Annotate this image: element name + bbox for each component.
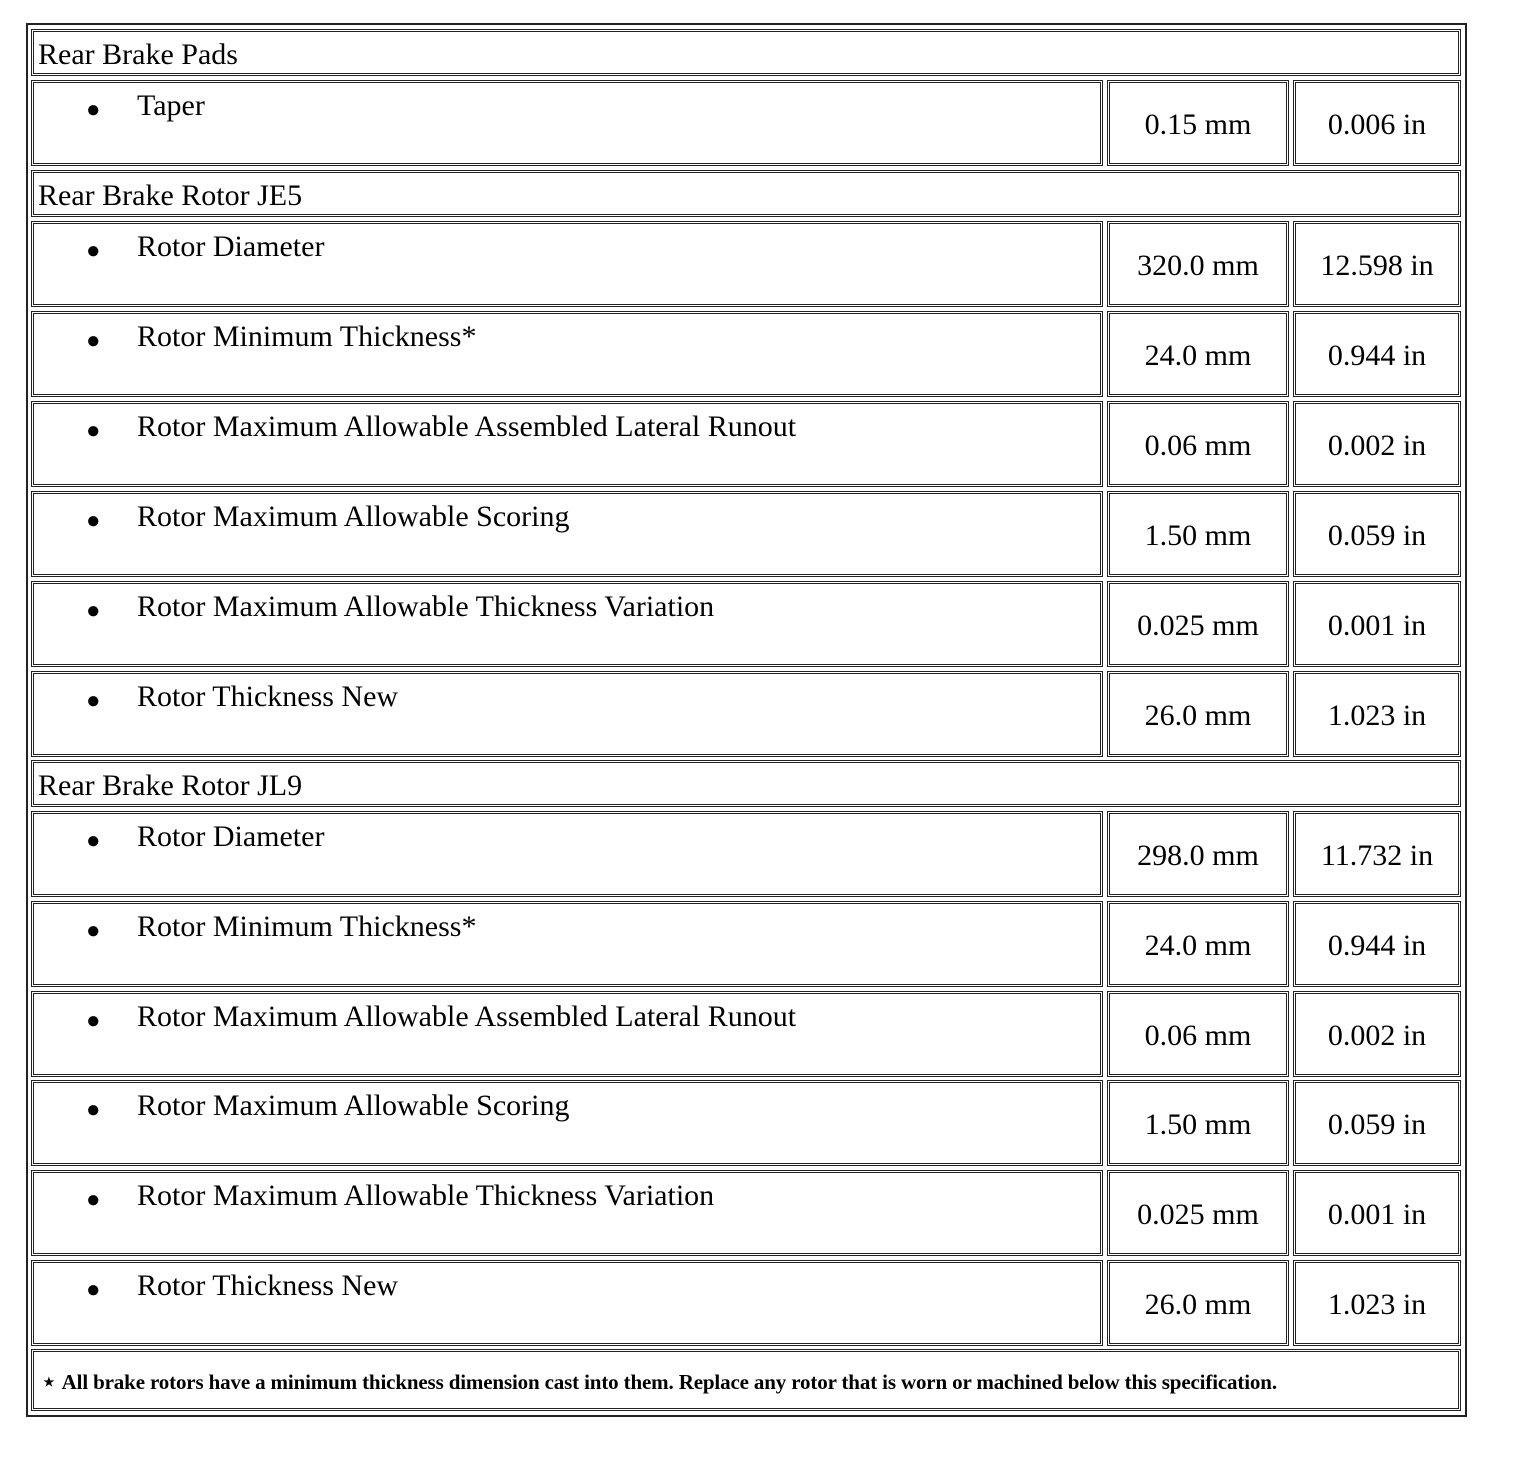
- imperial-cell: [1293, 671, 1461, 757]
- imperial-value: 1.023 in: [1327, 699, 1427, 732]
- spec-label: Rotor Minimum Thickness*: [137, 320, 477, 353]
- metric-value: 1.50 mm: [1144, 1108, 1252, 1141]
- metric-value: 26.0 mm: [1144, 699, 1252, 732]
- bullet-icon: ●: [86, 508, 101, 534]
- spec-label: Rotor Thickness New: [137, 1269, 399, 1302]
- imperial-value: 0.002 in: [1327, 1019, 1427, 1052]
- label-cell: [31, 1170, 1103, 1256]
- imperial-cell: [1293, 581, 1461, 667]
- section-title: Rear Brake Rotor JL9: [38, 769, 303, 802]
- bullet-icon: ●: [86, 688, 101, 714]
- metric-value: 0.06 mm: [1144, 429, 1252, 462]
- imperial-cell: [1293, 1170, 1461, 1256]
- imperial-value: 1.023 in: [1327, 1288, 1427, 1321]
- metric-cell: [1107, 401, 1289, 487]
- bullet-icon: ●: [86, 1187, 101, 1213]
- footnote-text: All brake rotors have a minimum thickness dimension cast into them. Replace any rotor that is worn or machined below this specification.: [61, 1370, 1277, 1394]
- metric-cell: [1107, 901, 1289, 987]
- footnote: [42, 1371, 1454, 1393]
- metric-value: 0.15 mm: [1144, 108, 1252, 141]
- spec-label: Taper: [137, 89, 205, 122]
- imperial-value: 0.001 in: [1327, 609, 1427, 642]
- bullet-icon: ●: [86, 828, 101, 854]
- bullet-icon: ●: [86, 328, 101, 354]
- label-cell: [31, 811, 1103, 897]
- spec-label: Rotor Diameter: [137, 230, 325, 263]
- metric-value: 26.0 mm: [1144, 1288, 1252, 1321]
- spec-label: Rotor Maximum Allowable Scoring: [137, 1089, 570, 1122]
- metric-cell: [1107, 311, 1289, 397]
- imperial-cell: [1293, 80, 1461, 166]
- spec-label: Rotor Maximum Allowable Thickness Variation: [137, 1179, 715, 1212]
- imperial-cell: [1293, 1080, 1461, 1166]
- label-cell: [31, 491, 1103, 577]
- section-header: [31, 29, 1461, 76]
- imperial-cell: [1293, 401, 1461, 487]
- spec-label: Rotor Thickness New: [137, 680, 399, 713]
- label-cell: [31, 1260, 1103, 1346]
- bullet-icon: ●: [86, 598, 101, 624]
- bullet-icon: ●: [86, 1277, 101, 1303]
- metric-value: 0.06 mm: [1144, 1019, 1252, 1052]
- label-cell: [31, 581, 1103, 667]
- imperial-value: 0.059 in: [1327, 519, 1427, 552]
- metric-cell: [1107, 491, 1289, 577]
- metric-cell: [1107, 221, 1289, 307]
- metric-value: 24.0 mm: [1144, 339, 1252, 372]
- imperial-value: 0.059 in: [1327, 1108, 1427, 1141]
- metric-value: 0.025 mm: [1137, 1198, 1259, 1231]
- section-header: [31, 170, 1461, 217]
- bullet-icon: ●: [86, 1097, 101, 1123]
- spec-table: [26, 23, 1467, 1417]
- spec-label: Rotor Minimum Thickness*: [137, 910, 477, 943]
- metric-cell: [1107, 1170, 1289, 1256]
- metric-cell: [1107, 581, 1289, 667]
- label-cell: [31, 311, 1103, 397]
- metric-value: 1.50 mm: [1144, 519, 1252, 552]
- spec-label: Rotor Maximum Allowable Assembled Lateral Runout: [137, 1000, 797, 1033]
- imperial-value: 12.598 in: [1320, 249, 1434, 282]
- imperial-cell: [1293, 491, 1461, 577]
- bullet-icon: ●: [86, 1008, 101, 1034]
- label-cell: [31, 80, 1103, 166]
- imperial-value: 0.006 in: [1327, 108, 1427, 141]
- metric-value: 320.0 mm: [1137, 249, 1259, 282]
- star-icon: ⋆: [42, 1369, 56, 1394]
- metric-value: 298.0 mm: [1137, 839, 1259, 872]
- spec-label: Rotor Maximum Allowable Scoring: [137, 500, 570, 533]
- imperial-cell: [1293, 901, 1461, 987]
- spec-label: Rotor Maximum Allowable Thickness Variation: [137, 590, 715, 623]
- imperial-value: 11.732 in: [1320, 839, 1434, 872]
- label-cell: [31, 401, 1103, 487]
- label-cell: [31, 221, 1103, 307]
- metric-value: 0.025 mm: [1137, 609, 1259, 642]
- spec-label: Rotor Maximum Allowable Assembled Lateral Runout: [137, 410, 797, 443]
- imperial-value: 0.001 in: [1327, 1198, 1427, 1231]
- metric-cell: [1107, 991, 1289, 1077]
- imperial-value: 0.944 in: [1327, 929, 1427, 962]
- bullet-icon: ●: [86, 238, 101, 264]
- imperial-cell: [1293, 991, 1461, 1077]
- bullet-icon: ●: [86, 97, 101, 123]
- label-cell: [31, 1080, 1103, 1166]
- section-title: Rear Brake Rotor JE5: [38, 179, 303, 212]
- imperial-cell: [1293, 811, 1461, 897]
- imperial-value: 0.002 in: [1327, 429, 1427, 462]
- section-title: Rear Brake Pads: [38, 38, 238, 71]
- imperial-cell: [1293, 1260, 1461, 1346]
- label-cell: [31, 671, 1103, 757]
- footnote-box: [31, 1349, 1461, 1411]
- metric-cell: [1107, 811, 1289, 897]
- metric-value: 24.0 mm: [1144, 929, 1252, 962]
- bullet-icon: ●: [86, 918, 101, 944]
- spec-label: Rotor Diameter: [137, 820, 325, 853]
- bullet-icon: ●: [86, 418, 101, 444]
- metric-cell: [1107, 1080, 1289, 1166]
- metric-cell: [1107, 1260, 1289, 1346]
- metric-cell: [1107, 80, 1289, 166]
- section-header: [31, 760, 1461, 807]
- metric-cell: [1107, 671, 1289, 757]
- imperial-cell: [1293, 311, 1461, 397]
- imperial-cell: [1293, 221, 1461, 307]
- label-cell: [31, 901, 1103, 987]
- imperial-value: 0.944 in: [1327, 339, 1427, 372]
- label-cell: [31, 991, 1103, 1077]
